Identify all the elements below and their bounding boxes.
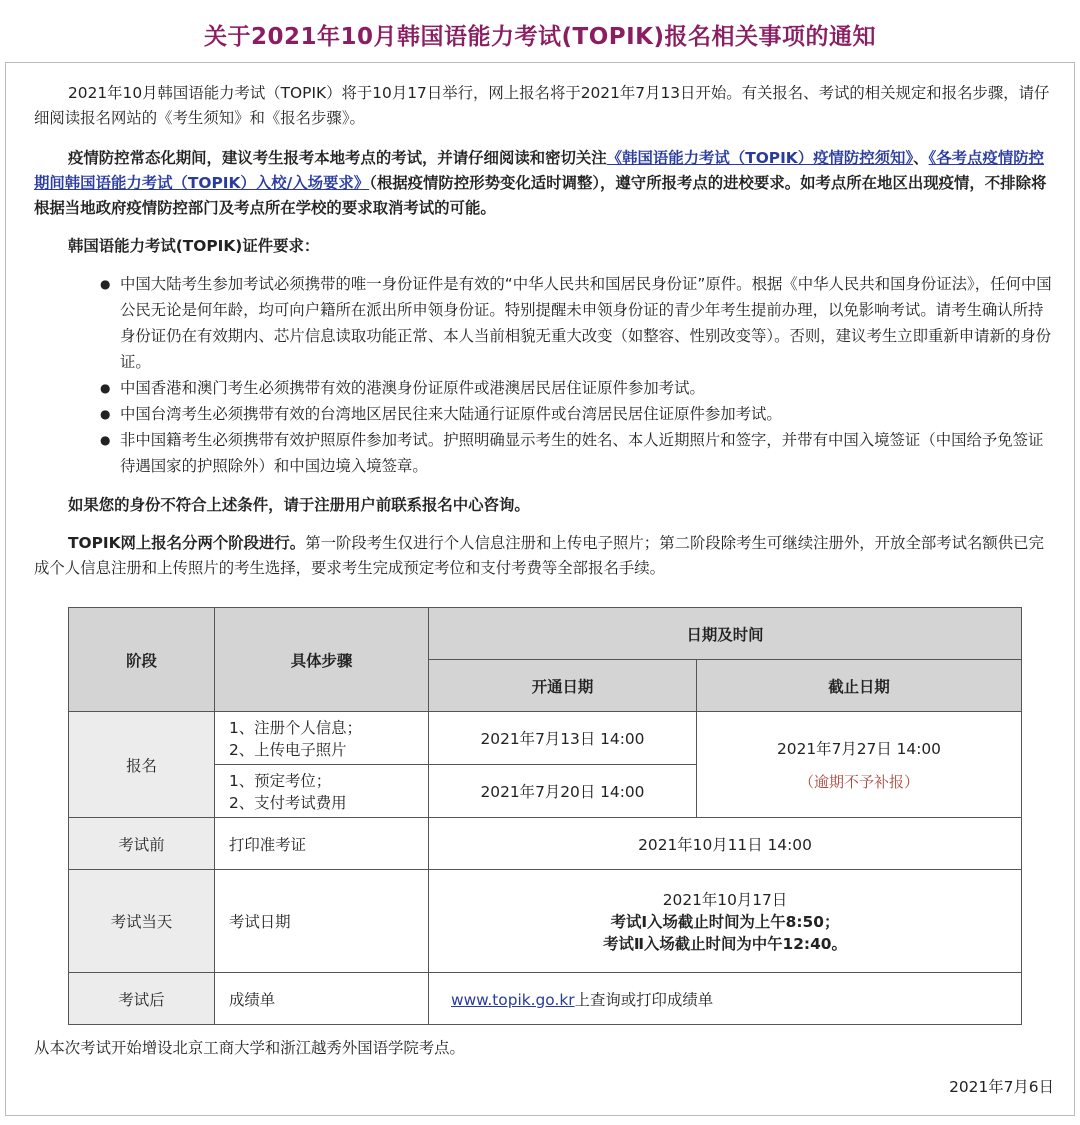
step-line: 1、预定考位； bbox=[229, 772, 332, 790]
contact-note: 如果您的身份不符合上述条件，请于注册用户前联系报名中心咨询。 bbox=[68, 496, 530, 514]
step-exam-date: 考试日期 bbox=[215, 870, 429, 973]
notice-date: 2021年7月6日 bbox=[949, 1078, 1054, 1096]
stage-registration: 报名 bbox=[69, 712, 215, 818]
id-heading: 韩国语能力考试(TOPIK)证件要求： bbox=[68, 237, 320, 255]
step-line: 2、支付考试费用 bbox=[229, 794, 347, 812]
requirement-text: 中国香港和澳门考生必须携带有效的港澳身份证原件或港澳居民居住证原件参加考试。 bbox=[120, 379, 705, 397]
header-close-date: 截止日期 bbox=[697, 660, 1022, 712]
topik-site-link[interactable]: www.topik.go.kr bbox=[451, 990, 575, 1009]
stage-after-exam: 考试后 bbox=[69, 973, 215, 1025]
open-date-phase2: 2021年7月20日 14:00 bbox=[429, 765, 697, 818]
close-date-cell bbox=[697, 712, 1022, 818]
step-line: 2、上传电子照片 bbox=[229, 741, 347, 759]
bullet-icon: ● bbox=[100, 277, 111, 291]
epidemic-lead: 疫情防控常态化期间，建议考生报考本地考点的考试，并请仔细阅读和密切关注 bbox=[68, 149, 607, 167]
ticket-date: 2021年10月11日 14:00 bbox=[429, 818, 1022, 870]
intro-paragraph: 2021年10月韩国语能力考试（TOPIK）将于10月17日举行，网上报名将于2021年7月13日开始。有关报名、考试的相关规定和报名步骤，请仔细阅读报名网站的《考生须知》和《报名步骤》。 bbox=[34, 84, 1050, 127]
step-print-ticket: 打印准考证 bbox=[215, 818, 429, 870]
list-item bbox=[94, 271, 1054, 375]
schedule-table bbox=[68, 607, 1022, 1025]
header-open-date: 开通日期 bbox=[429, 660, 697, 712]
exam-day-cell bbox=[429, 870, 1022, 973]
bullet-icon: ● bbox=[100, 381, 111, 395]
table-row bbox=[69, 712, 1022, 765]
list-item bbox=[94, 375, 1054, 401]
epidemic-tail: （根据疫情防控形势变化适时调整），遵守所报考点的进校要求。如考点所在地区出现疫情，不排除将根据当地政府疫情防控部门及考点所在学校的要求取消考试的可能。 bbox=[34, 174, 1047, 217]
list-item bbox=[94, 401, 1054, 427]
score-cell bbox=[429, 973, 1022, 1025]
stage-before-exam: 考试前 bbox=[69, 818, 215, 870]
table-row bbox=[69, 818, 1022, 870]
requirement-text: 中国台湾考生必须携带有效的台湾地区居民往来大陆通行证原件或台湾居民居住证原件参加考试。 bbox=[120, 405, 782, 423]
venue-entry-link[interactable]: 《各考点疫情防控期间韩国语能力考试（TOPIK）入校/入场要求》 bbox=[34, 149, 1044, 192]
table-row bbox=[69, 870, 1022, 973]
id-requirements-list bbox=[34, 271, 1054, 479]
bullet-icon: ● bbox=[100, 407, 111, 421]
open-date-phase1: 2021年7月13日 14:00 bbox=[429, 712, 697, 765]
stage-exam-day: 考试当天 bbox=[69, 870, 215, 973]
header-steps: 具体步骤 bbox=[215, 608, 429, 712]
stages-lead: TOPIK网上报名分两个阶段进行。 bbox=[68, 534, 306, 552]
requirement-text: 非中国籍考生必须携带有效护照原件参加考试。护照明确显示考生的姓名、本人近期照片和签字，并带有中国入境签证（中国给予免签证待遇国家的护照除外）和中国边境入境签章。 bbox=[120, 431, 1044, 475]
epidemic-paragraph bbox=[34, 146, 1054, 221]
stages-body: 第一阶段考生仅进行个人信息注册和上传电子照片；第二阶段除考生可继续注册外，开放全部考试名额供已完成个人信息注册和上传照片的考生选择，要求考生完成预定考位和支付考费等全部报名手续。 bbox=[34, 534, 1044, 577]
notice-body bbox=[34, 81, 1054, 581]
header-datetime: 日期及时间 bbox=[429, 608, 1022, 660]
steps-phase1 bbox=[215, 712, 429, 765]
header-stage: 阶段 bbox=[69, 608, 215, 712]
exam-1-cutoff: 考试Ⅰ入场截止时间为上午8:50； bbox=[610, 913, 840, 931]
notice-frame bbox=[5, 62, 1075, 1116]
close-note: （逾期不予补报） bbox=[798, 773, 919, 791]
epidemic-sep: 、 bbox=[913, 149, 929, 167]
requirement-text: 中国大陆考生参加考试必须携带的唯一身份证件是有效的“中华人民共和国居民身份证”原件。根据《中华人民共和国身份证法》，任何中国公民无论是何年龄，均可向户籍所在派出所申领身份证。特别提醒未申领身份证的青少年考生提前办理，以免影响考试。请考生确认所持身份证仍在有效期内、芯片信息读取功能正常、本人当前相貌无重大改变（如整容、性别改变等）。否则，建议考生立即重新申请新的身份证。 bbox=[120, 275, 1052, 371]
step-line: 1、注册个人信息； bbox=[229, 719, 362, 737]
exam-2-cutoff: 考试Ⅱ入场截止时间为中午12:40。 bbox=[603, 935, 847, 953]
close-date: 2021年7月27日 14:00 bbox=[777, 740, 941, 758]
score-tail: 上查询或打印成绩单 bbox=[574, 990, 714, 1009]
epidemic-guide-link[interactable]: 《韩国语能力考试（TOPIK）疫情防控须知》 bbox=[606, 149, 914, 167]
table-row bbox=[69, 973, 1022, 1025]
steps-phase2 bbox=[215, 765, 429, 818]
exam-date: 2021年10月17日 bbox=[662, 891, 788, 909]
stages-paragraph bbox=[34, 531, 1054, 581]
step-score-report: 成绩单 bbox=[215, 973, 429, 1025]
footer-note: 从本次考试开始增设北京工商大学和浙江越秀外国语学院考点。 bbox=[34, 1039, 465, 1057]
page-title: 关于2021年10月韩国语能力考试(TOPIK)报名相关事项的通知 bbox=[203, 24, 877, 50]
list-item bbox=[94, 427, 1054, 479]
bullet-icon: ● bbox=[100, 433, 111, 447]
